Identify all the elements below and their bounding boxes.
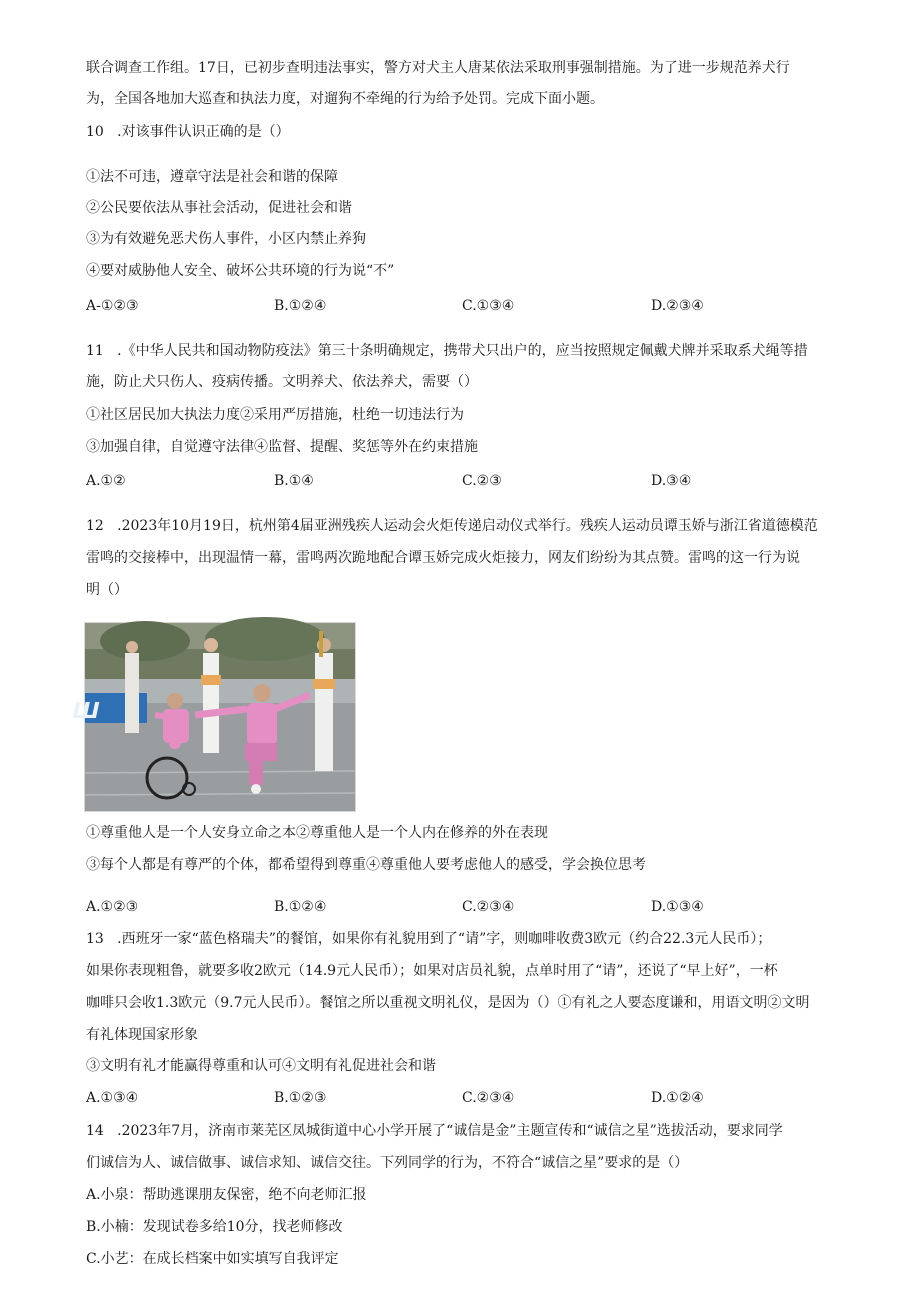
q12-option-d[interactable]: D.①③④ [651, 899, 704, 915]
q11-item-2: ③加强自律，自觉遵守法律④监督、提醒、奖惩等外在约束措施 [86, 439, 478, 455]
q11-stem-line-2: 施，防止犬只伤人、疫病传播。文明养犬、依法养犬，需要（） [86, 374, 478, 390]
q12-stem-line-2: 雷鸣的交接棒中，出现温情一幕，雷鸣两次跪地配合谭玉娇完成火炬接力，网友们纷纷为其点赞。雷鸣的这一行为说 [86, 550, 800, 566]
q14-option-a[interactable]: A.小泉：帮助逃课朋友保密，绝不向老师汇报 [86, 1187, 367, 1203]
q11-option-b[interactable]: B.①④ [274, 473, 314, 489]
q10-stem: 10 .对该事件认识正确的是（） [86, 124, 290, 140]
q10-item-2: ②公民要依法从事社会活动，促进社会和谐 [86, 200, 352, 216]
q14-stem-line-2: 们诚信为人、诚信做事、诚信求知、诚信交往。下列同学的行为，不符合“诚信之星”要求的是（） [86, 1155, 689, 1171]
q12-stem-line-3: 明（） [86, 582, 128, 598]
q10-options [86, 296, 846, 316]
q10-item-3: ③为有效避免恶犬伤人事件，小区内禁止养狗 [86, 231, 366, 247]
q13-item-1: ③文明有礼才能赢得尊重和认可④文明有礼促进社会和谐 [86, 1058, 436, 1074]
q11-options [86, 471, 846, 491]
q11-option-a[interactable]: A.①② [86, 473, 126, 489]
q13-stem-line-3: 咖啡只会收1.3欧元（9.7元人民币）。餐馆之所以重视文明礼仪，是因为（）①有礼之人要态度谦和，用语文明②文明 [86, 995, 810, 1011]
q13-option-d[interactable]: D.①②④ [651, 1090, 704, 1106]
intro-line-2: 为，全国各地加大巡查和执法力度，对遛狗不牵绳的行为给予处罚。完成下面小题。 [86, 91, 604, 107]
q14-option-b[interactable]: B.小楠：发现试卷多给10分，找老师修改 [86, 1219, 343, 1235]
q13-option-c[interactable]: C.②③④ [462, 1090, 515, 1106]
svg-text:Ш: Ш [69, 698, 103, 724]
q10-item-4: ④要对威胁他人安全、破坏公共环境的行为说“不” [86, 263, 395, 279]
q13-stem-line-4: 有礼体现国家形象 [86, 1027, 198, 1043]
q10-option-b[interactable]: B.①②④ [274, 298, 327, 314]
q10-option-c[interactable]: C.①③④ [462, 298, 515, 314]
q14-stem-line-1: 14 .2023年7月，济南市莱芜区凤城街道中心小学开展了“诚信是金”主题宣传和“诚信之星”选拔活动，要求同学 [86, 1123, 783, 1139]
q12-item-2: ③每个人都是有尊严的个体，都希望得到尊重④尊重他人要考虑他人的感受，学会换位思考 [86, 857, 646, 873]
q10-item-1: ①法不可违，遵章守法是社会和谐的保障 [86, 169, 338, 185]
q13-stem-line-2: 如果你表现粗鲁，就要多收2欧元（14.9元人民币）；如果对店员礼貌，点单时用了“请”，还说了“早上好”，一杯 [86, 963, 778, 979]
q10-option-a[interactable]: A-①②③ [86, 298, 139, 314]
q11-option-d[interactable]: D.③④ [651, 473, 692, 489]
intro-line-1: 联合调查工作组。17日，已初步查明违法事实，警方对犬主人唐某依法采取刑事强制措施。为了进一步规范养犬行 [86, 60, 790, 76]
torch-relay-photo [69, 622, 356, 812]
q12-option-b[interactable]: B.①②④ [274, 899, 327, 915]
q14-option-c[interactable]: C.小艺：在成长档案中如实填写自我评定 [86, 1251, 339, 1267]
q10-option-d[interactable]: D.②③④ [651, 298, 704, 314]
q12-stem-line-1: 12 .2023年10月19日，杭州第4届亚洲残疾人运动会火炬传递启动仪式举行。残疾人运动员谭玉娇与浙江省道德模范 [86, 518, 818, 534]
q11-stem-line-1: 11 .《中华人民共和国动物防疫法》第三十条明确规定，携带犬只出户的，应当按照规定佩戴犬牌并采取系犬绳等措 [86, 343, 808, 359]
q13-option-b[interactable]: B.①②③ [274, 1090, 327, 1106]
q12-item-1: ①尊重他人是一个人安身立命之本②尊重他人是一个人内在修养的外在表现 [86, 825, 548, 841]
q13-stem-line-1: 13 .西班牙一家“蓝色格瑞夫”的餐馆，如果你有礼貌用到了“请”字，则咖啡收费3欧元（约合22.3元人民币）； [86, 931, 772, 947]
q11-item-1: ①社区居民加大执法力度②采用严厉措施，杜绝一切违法行为 [86, 407, 464, 423]
q11-option-c[interactable]: C.②③ [462, 473, 502, 489]
q13-option-a[interactable]: A.①③④ [86, 1090, 139, 1106]
q12-option-c[interactable]: C.②③④ [462, 899, 515, 915]
q12-option-a[interactable]: A.①②③ [86, 899, 139, 915]
q13-options [86, 1088, 846, 1108]
q12-options [86, 897, 846, 917]
